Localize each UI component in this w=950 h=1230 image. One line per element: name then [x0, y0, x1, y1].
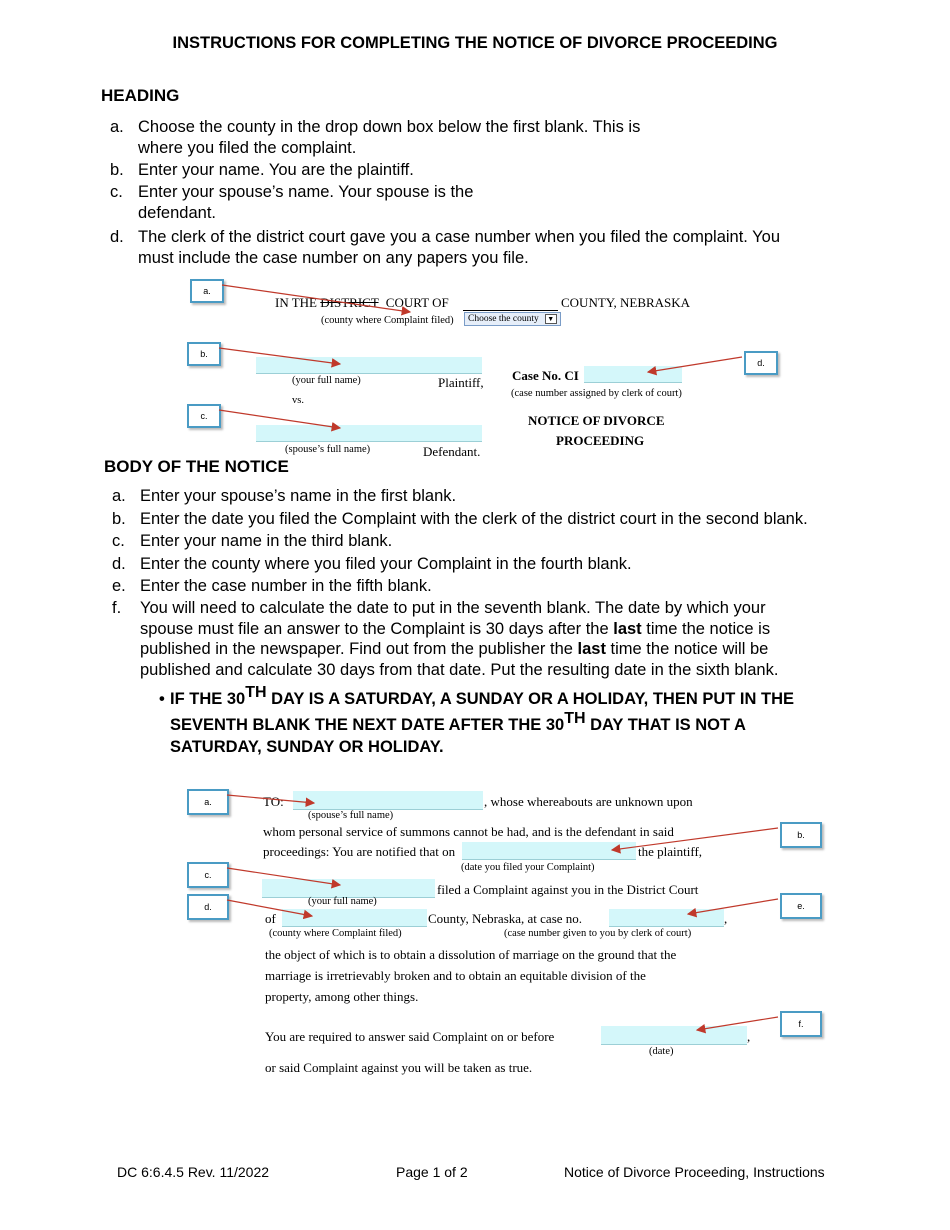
full-name-caption: (your full name): [292, 375, 361, 386]
body-item-e: e. Enter the case number in the fifth blank.: [112, 577, 432, 595]
callout-b: b.: [187, 342, 221, 366]
document-name: Notice of Divorce Proceeding, Instructions: [564, 1164, 825, 1180]
required-text: You are required to answer said Complaint on or before: [265, 1029, 555, 1044]
filed-text: filed a Complaint against you in the District Court: [437, 882, 699, 897]
date-caption: (date you filed your Complaint): [461, 862, 595, 873]
callout-2-c: c.: [187, 862, 229, 888]
body-item-b: b. Enter the date you filed the Complaint with the clerk of the district court in the second blank.: [112, 510, 808, 528]
object-text-2: marriage is irretrievably broken and to obtain an equitable division of the: [265, 968, 646, 983]
whereabouts-text: , whose whereabouts are unknown upon: [484, 794, 693, 809]
notice-title-2: PROCEEDING: [556, 433, 645, 448]
callout-c: c.: [187, 404, 221, 428]
case-caption-2: (case number given to you by clerk of court): [504, 928, 692, 939]
arrow-2f: [697, 1017, 778, 1030]
county-text: County, Nebraska, at case no.: [428, 911, 583, 926]
county-caption-2: (county where Complaint filed): [269, 928, 402, 939]
case-caption: (case number assigned by clerk of court): [511, 388, 682, 399]
body-item-c: c. Enter your name in the third blank.: [112, 532, 393, 550]
body-label: BODY OF THE NOTICE: [104, 457, 289, 476]
body-item-d: d. Enter the county where you filed your Complaint in the fourth blank.: [112, 555, 632, 573]
callout-a: a.: [190, 279, 224, 303]
arrow-d: [648, 357, 742, 372]
heading-item-d: d. The clerk of the district court gave you a case number when you filed the complaint. You must include the case number on any papers you file.: [110, 228, 781, 267]
arrow-2e: [688, 899, 778, 914]
notice-title-1: NOTICE OF DIVORCE: [528, 413, 665, 428]
object-text-1: the object of which is to obtain a dissolution of marriage on the ground that the: [265, 947, 677, 962]
body-item-f: f. You will need to calculate the date to put in the seventh blank. The date by which your spouse must file an answer to the Complaint is 30 days after the last time the notice is published in the newspaper. Find out from the publisher the last time the notice will be published and calculate 30 days from that date. Put the resulting date in the sixth blank.: [112, 599, 779, 679]
spouse-caption-2: (spouse’s full name): [308, 810, 394, 821]
callout-2-a: a.: [187, 789, 229, 815]
heading-item-c: c. Enter your spouse’s name. Your spouse is the defendant.: [110, 183, 474, 222]
form-number: DC 6:6.4.5 Rev. 11/2022: [117, 1164, 270, 1180]
name-caption: (your full name): [308, 896, 377, 907]
arrow-2d: [227, 900, 312, 916]
chevron-down-icon: ▼: [545, 314, 557, 324]
page-title: INSTRUCTIONS FOR COMPLETING THE NOTICE OF DIVORCE PROCEEDING: [172, 34, 778, 52]
callout-2-f: f.: [780, 1011, 822, 1037]
callout-d: d.: [744, 351, 778, 375]
court-heading: IN THE DISTRICT COURT OF: [275, 295, 449, 310]
defendant-label: Defendant.: [423, 444, 481, 459]
callout-2-d: d.: [187, 894, 229, 920]
of-label: of: [265, 911, 276, 926]
to-label: TO:: [263, 794, 284, 809]
arrow-2b: [612, 828, 778, 850]
arrow-2a: [227, 795, 314, 803]
body-item-a: a. Enter your spouse’s name in the first blank.: [112, 487, 457, 505]
page-number: Page 1 of 2: [396, 1164, 468, 1180]
arrow-a: [222, 285, 410, 312]
plaintiff-text: the plaintiff,: [638, 844, 703, 859]
callout-2-e: e.: [780, 893, 822, 919]
weekend-warning: • IF THE 30TH DAY IS A SATURDAY, A SUNDAY OR A HOLIDAY, THEN PUT IN THE SEVENTH BLANK THE NEXT DATE AFTER THE 30TH DAY THAT IS NOT A SATURDAY, SUNDAY OR HOLIDAY.: [159, 684, 794, 756]
true-text: or said Complaint against you will be taken as true.: [265, 1060, 533, 1075]
heading-item-b: b. Enter your name. You are the plaintiff.: [110, 161, 414, 179]
comma: ,: [724, 911, 728, 926]
county-dropdown[interactable]: Choose the county ▼: [464, 312, 561, 326]
heading-item-a: a. Choose the county in the drop down box below the first blank. This is where you filed the complaint.: [110, 118, 641, 157]
service-text: whom personal service of summons cannot be had, and is the defendant in said: [263, 824, 674, 839]
plaintiff-label: Plaintiff,: [438, 375, 484, 390]
callout-2-b: b.: [780, 822, 822, 848]
arrow-c: [219, 410, 340, 428]
vs-label: vs.: [292, 395, 304, 406]
arrow-2c: [227, 868, 340, 885]
date-label: (date): [649, 1046, 674, 1057]
case-no-label: Case No. CI: [512, 368, 579, 383]
county-state: COUNTY, NEBRASKA: [561, 295, 691, 310]
spouse-caption: (spouse’s full name): [285, 444, 371, 455]
county-caption: (county where Complaint filed): [321, 315, 454, 326]
comma-2: ,: [747, 1029, 751, 1044]
arrow-b: [219, 348, 340, 364]
notified-text: proceedings: You are notified that on: [263, 844, 456, 859]
heading-label: HEADING: [101, 86, 180, 105]
object-text-3: property, among other things.: [265, 989, 419, 1004]
